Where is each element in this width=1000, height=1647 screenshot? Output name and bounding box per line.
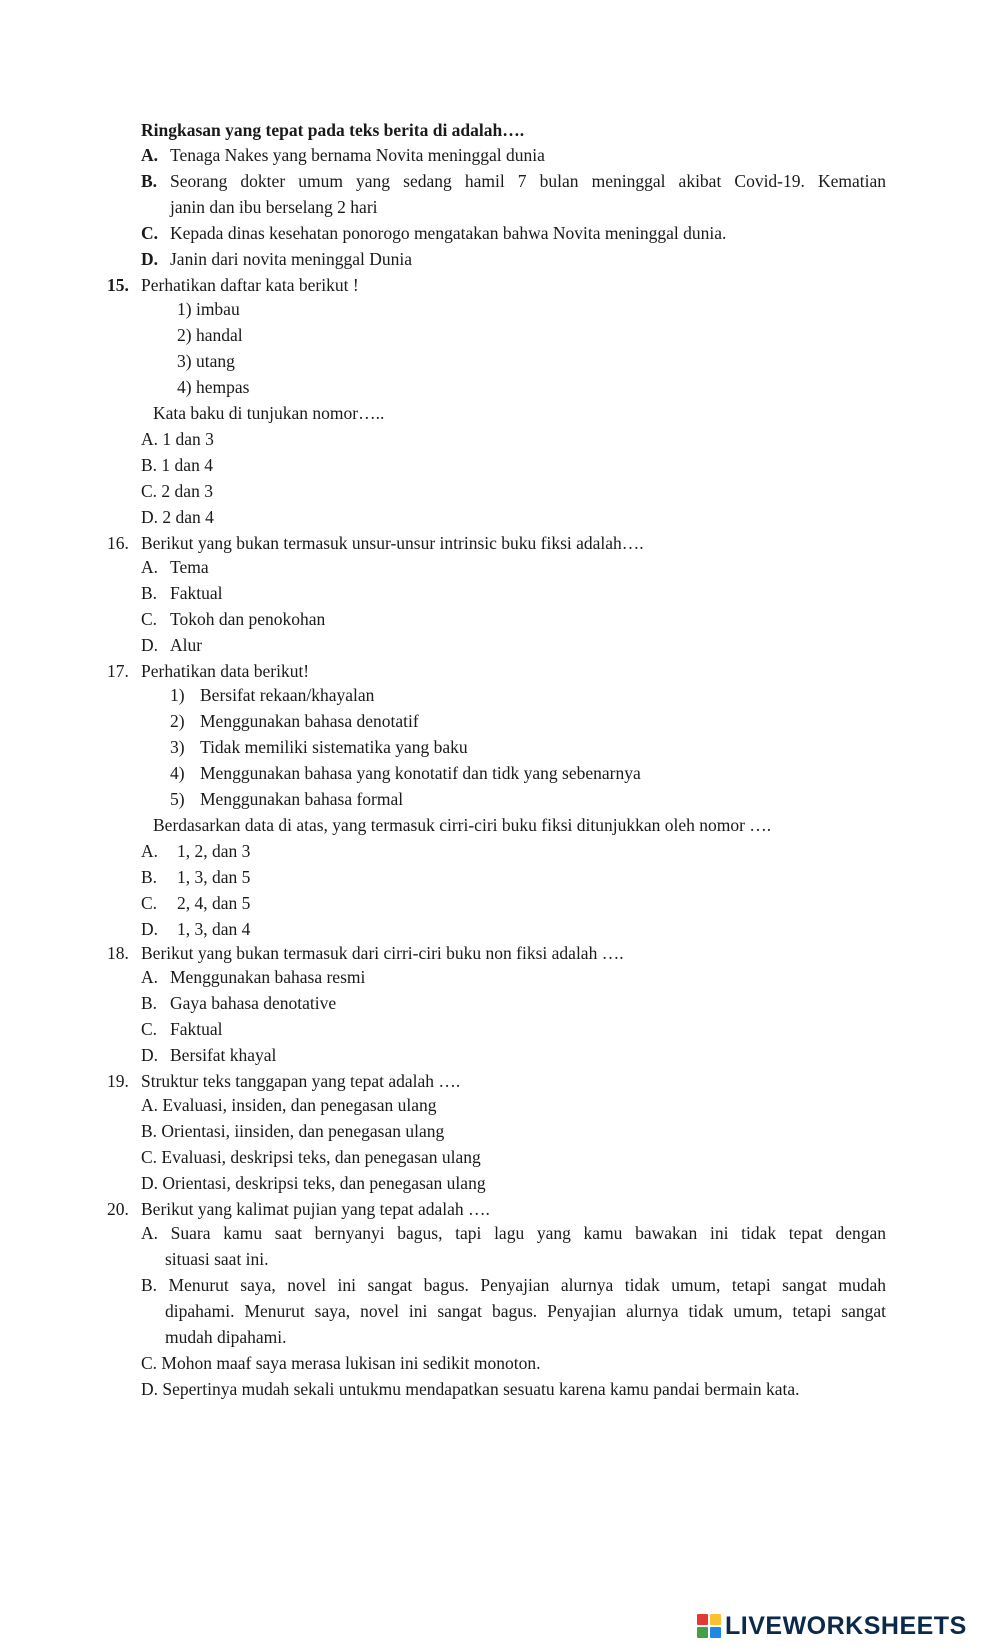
option-label: A. — [141, 841, 159, 861]
q17-item-1 — [170, 683, 374, 707]
q16-option-c[interactable] — [141, 607, 325, 631]
item-text: Menggunakan bahasa denotatif — [200, 711, 419, 731]
question-17-stem: Perhatikan data berikut! — [141, 661, 310, 681]
option-text: Tenaga Nakes yang bernama Novita meninggal dunia — [170, 145, 545, 165]
liveworksheets-logo — [697, 1612, 967, 1640]
q17-item-4 — [170, 761, 641, 785]
q18-option-a[interactable] — [141, 965, 365, 989]
option-text: Alur — [170, 635, 203, 655]
option-label: A. — [141, 145, 159, 165]
item-number: 1) — [170, 685, 185, 705]
question-19-stem: Struktur teks tanggapan yang tepat adalah …. — [141, 1071, 461, 1091]
option-text: Janin dari novita meninggal Dunia — [170, 249, 413, 269]
q17-item-3 — [170, 735, 468, 759]
question-16-number: 16. — [107, 533, 129, 553]
question-19-number: 19. — [107, 1071, 129, 1091]
q19-option-b[interactable]: B. Orientasi, iinsiden, dan penegasan ulang — [141, 1121, 445, 1141]
q20-option-a-line-2[interactable]: situasi saat ini. — [165, 1249, 269, 1269]
item-number: 5) — [170, 789, 185, 809]
q19-option-d[interactable]: D. Orientasi, deskripsi teks, dan penegasan ulang — [141, 1173, 486, 1193]
q17-option-c[interactable] — [141, 891, 250, 915]
option-label: D. — [141, 919, 159, 939]
logo-text: LIVEWORKSHEETS — [725, 1611, 967, 1640]
q16-option-d[interactable] — [141, 633, 202, 657]
q19-option-a[interactable]: A. Evaluasi, insiden, dan penegasan ulang — [141, 1095, 437, 1115]
question-20-number: 20. — [107, 1199, 129, 1219]
question-15-number: 15. — [107, 275, 129, 295]
option-label: B. — [141, 583, 158, 603]
option-label: D. — [141, 1045, 159, 1065]
option-label: A. — [141, 557, 159, 577]
q20-option-b-line-3[interactable]: mudah dipahami. — [165, 1327, 287, 1347]
option-text-line-2: janin dan ibu berselang 2 hari — [170, 197, 378, 217]
option-label: C. — [141, 1019, 158, 1039]
intro-option-a[interactable] — [141, 143, 545, 167]
liveworksheets-logo-icon — [697, 1614, 721, 1638]
option-label: C. — [141, 609, 158, 629]
option-label: A. — [141, 967, 159, 987]
option-label: C. — [141, 893, 158, 913]
q15-item-2: 2) handal — [177, 325, 243, 345]
question-16-stem: Berikut yang bukan termasuk unsur-unsur intrinsic buku fiksi adalah…. — [141, 533, 644, 553]
item-text: Menggunakan bahasa formal — [200, 789, 404, 809]
q20-option-b-line-1[interactable]: B. Menurut saya, novel ini sangat bagus. Penyajian alurnya tidak umum, tetapi sangat mudah — [141, 1275, 886, 1295]
intro-question-stem: Ringkasan yang tepat pada teks berita di adalah…. — [141, 120, 525, 140]
q18-option-b[interactable] — [141, 991, 336, 1015]
item-text: Bersifat rekaan/khayalan — [200, 685, 375, 705]
intro-option-c[interactable] — [141, 221, 726, 245]
question-20-stem: Berikut yang kalimat pujian yang tepat adalah …. — [141, 1199, 490, 1219]
option-text: Menggunakan bahasa resmi — [170, 967, 366, 987]
q18-option-c[interactable] — [141, 1017, 223, 1041]
option-text: Faktual — [170, 1019, 223, 1039]
option-text: Kepada dinas kesehatan ponorogo mengatakan bahwa Novita meninggal dunia. — [170, 223, 727, 243]
q15-item-3: 3) utang — [177, 351, 235, 371]
item-number: 2) — [170, 711, 185, 731]
option-text: 1, 2, dan 3 — [177, 841, 251, 861]
option-text: 1, 3, dan 4 — [177, 919, 251, 939]
option-text-line-1: Seorang dokter umum yang sedang hamil 7 bulan meninggal akibat Covid-19. Kematian — [170, 171, 886, 191]
q16-option-a[interactable] — [141, 555, 209, 579]
option-label: D. — [141, 249, 159, 269]
option-text: Tema — [170, 557, 209, 577]
question-18-stem: Berikut yang bukan termasuk dari cirri-ciri buku non fiksi adalah …. — [141, 943, 624, 963]
q17-option-d[interactable] — [141, 917, 250, 941]
q15-option-c[interactable]: C. 2 dan 3 — [141, 481, 213, 501]
option-text: Bersifat khayal — [170, 1045, 277, 1065]
item-text: Tidak memiliki sistematika yang baku — [200, 737, 468, 757]
item-number: 4) — [170, 763, 185, 783]
q17-question: Berdasarkan data di atas, yang termasuk cirri-ciri buku fiksi ditunjukkan oleh nomor …. — [153, 815, 772, 835]
q17-item-5 — [170, 787, 403, 811]
question-15-stem: Perhatikan daftar kata berikut ! — [141, 275, 359, 295]
q20-option-c[interactable]: C. Mohon maaf saya merasa lukisan ini sedikit monoton. — [141, 1353, 541, 1373]
q20-option-a-line-1[interactable]: A. Suara kamu saat bernyanyi bagus, tapi lagu yang kamu bawakan ini tidak tepat dengan — [141, 1223, 886, 1243]
q17-item-2 — [170, 709, 419, 733]
q19-option-c[interactable]: C. Evaluasi, deskripsi teks, dan penegasan ulang — [141, 1147, 481, 1167]
option-text: Faktual — [170, 583, 223, 603]
option-label: B. — [141, 171, 158, 191]
option-text: Tokoh dan penokohan — [170, 609, 326, 629]
option-text: 1, 3, dan 5 — [177, 867, 251, 887]
option-text: Gaya bahasa denotative — [170, 993, 337, 1013]
q17-option-b[interactable] — [141, 865, 250, 889]
q15-option-a[interactable]: A. 1 dan 3 — [141, 429, 214, 449]
option-label: B. — [141, 867, 158, 887]
question-18-number: 18. — [107, 943, 129, 963]
q16-option-b[interactable] — [141, 581, 223, 605]
q20-option-b-line-2[interactable]: dipahami. Menurut saya, novel ini sangat bagus. Penyajian alurnya tidak umum, tetapi sangat — [165, 1301, 886, 1321]
option-text: 2, 4, dan 5 — [177, 893, 251, 913]
q17-option-a[interactable] — [141, 839, 250, 863]
q15-item-4: 4) hempas — [177, 377, 250, 397]
option-label: D. — [141, 635, 159, 655]
item-number: 3) — [170, 737, 185, 757]
q18-option-d[interactable] — [141, 1043, 276, 1067]
q20-option-d[interactable]: D. Sepertinya mudah sekali untukmu mendapatkan sesuatu karena kamu pandai bermain kata. — [141, 1379, 800, 1399]
q15-question: Kata baku di tunjukan nomor….. — [153, 403, 385, 423]
option-label: C. — [141, 223, 159, 243]
q15-option-b[interactable]: B. 1 dan 4 — [141, 455, 213, 475]
question-17-number: 17. — [107, 661, 129, 681]
item-text: Menggunakan bahasa yang konotatif dan tidk yang sebenarnya — [200, 763, 641, 783]
option-label: B. — [141, 993, 158, 1013]
q15-item-1: 1) imbau — [177, 299, 240, 319]
intro-option-d[interactable] — [141, 247, 412, 271]
q15-option-d[interactable]: D. 2 dan 4 — [141, 507, 214, 527]
